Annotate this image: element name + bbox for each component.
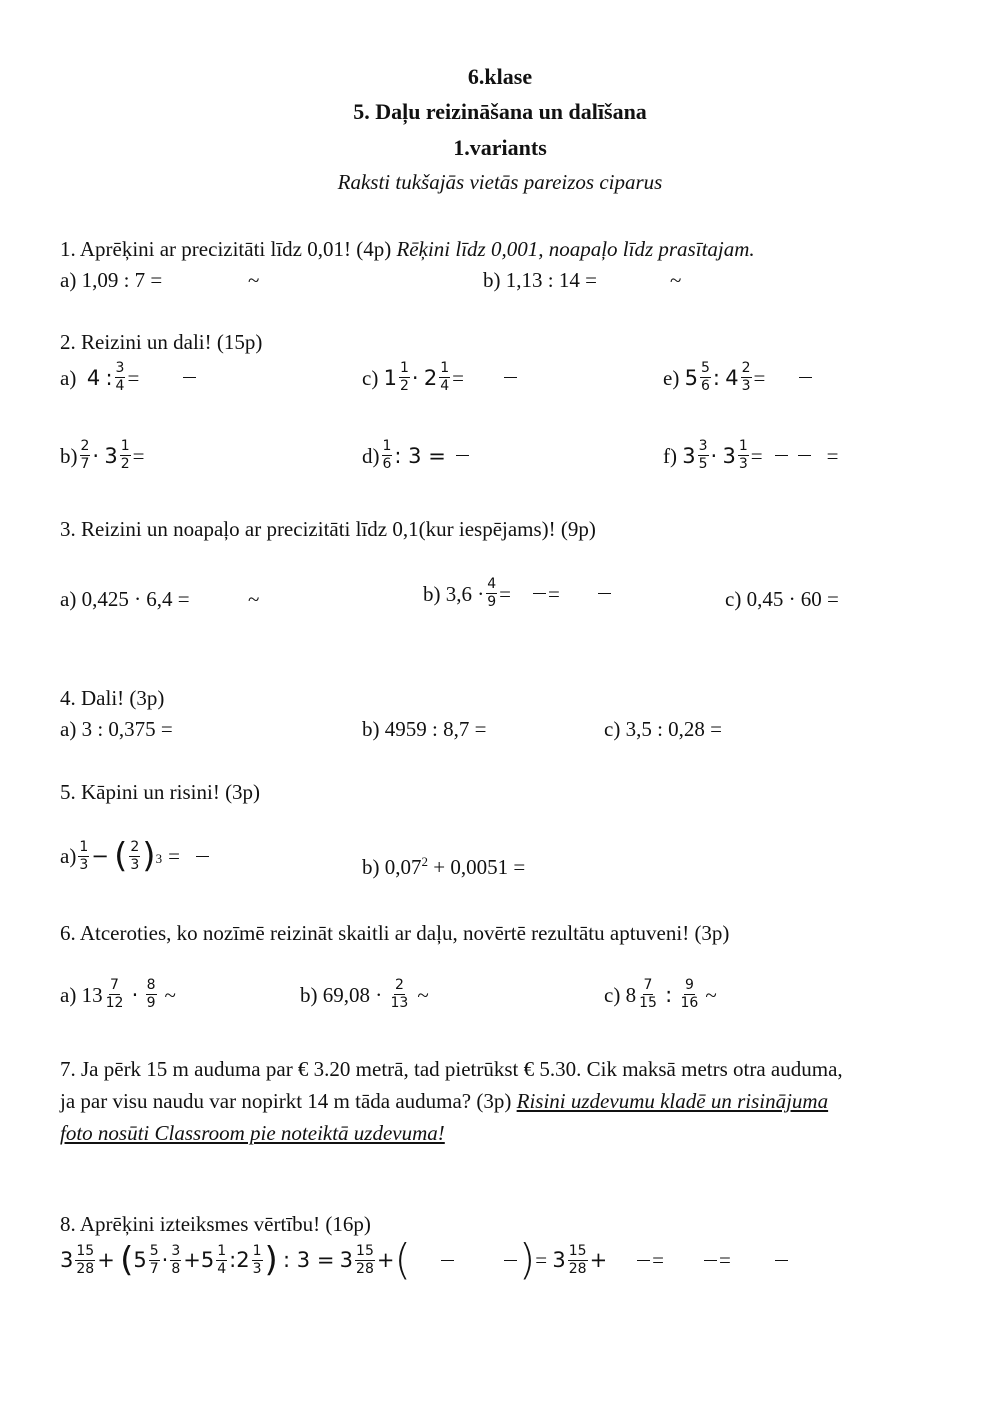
fraction-blank (798, 455, 811, 456)
fraction-blank (504, 377, 517, 378)
task2-d-rest: : 3 = (394, 443, 446, 468)
task4-a: a) 3 : 0,375 = (60, 717, 173, 741)
fraction (638, 977, 658, 1012)
numerator: 2 (394, 977, 404, 993)
task1-b: b) 1,13 : 14 = (483, 268, 597, 292)
whole: 3 (339, 1248, 354, 1272)
instruction: Raksti tukšajās vietās pareizos ciparus (337, 170, 663, 194)
task5-b (362, 849, 525, 880)
fraction (115, 360, 126, 395)
plus: + (183, 1248, 201, 1272)
task4-b: b) 4959 : 8,7 = (362, 717, 487, 741)
task1-b-approx: ~ (670, 268, 682, 292)
denominator: 6 (382, 456, 392, 472)
numerator: 2 (741, 360, 751, 376)
task7-question: ja par visu naudu var nopirkt 14 m tāda auduma? (3p) (60, 1089, 512, 1113)
numerator: 7 (643, 977, 653, 993)
numerator: 3 (171, 1242, 181, 1259)
task2-b-label: b) (60, 443, 78, 468)
task1-title-text: 1. Aprēķini ar precizitāti līdz 0,01! (4p) (60, 237, 392, 261)
task2-a-op: : (105, 365, 113, 390)
task2-a (60, 360, 198, 395)
task3-a-approx: ~ (248, 587, 260, 611)
fraction (741, 360, 752, 395)
variant-heading: 1.variants (453, 135, 547, 160)
task5-a (60, 838, 211, 874)
fraction (399, 360, 410, 395)
fraction (439, 360, 450, 395)
denominator: 4 (440, 378, 450, 394)
numerator: 8 (146, 977, 156, 993)
denominator: 7 (80, 456, 90, 472)
denominator: 3 (741, 378, 751, 394)
task6-a (60, 977, 176, 1012)
task2-c-label: c) (362, 365, 379, 390)
task4-title: 4. Dali! (3p) (60, 686, 165, 710)
numerator: 5 (149, 1242, 159, 1259)
denominator: 3 (79, 856, 89, 873)
numerator: 1 (440, 360, 450, 376)
exponent: 3 (155, 851, 163, 866)
task4-c: c) 3,5 : 0,28 = (604, 717, 722, 741)
numerator: 2 (80, 438, 90, 454)
approx: ~ (164, 982, 176, 1007)
numerator: 15 (356, 1242, 374, 1259)
denominator: 16 (680, 995, 699, 1011)
denominator: 28 (568, 1260, 587, 1277)
task8-div3: : 3 = (283, 1248, 335, 1272)
whole: 1 (383, 365, 397, 390)
task3-title: 3. Reizini un noapaļo ar precizitāti līdz 0,1(kur iespējams)! (9p) (60, 517, 596, 541)
whole: 2 (423, 365, 438, 390)
left-paren-icon: ( (114, 836, 128, 876)
fraction-blank (775, 1260, 788, 1261)
fraction (382, 438, 393, 473)
denominator: 3 (252, 1260, 262, 1277)
fraction (80, 438, 91, 473)
denominator: 4 (217, 1260, 227, 1277)
task1-title (60, 236, 755, 262)
task8-expression (60, 1235, 790, 1284)
approx: ~ (705, 982, 717, 1007)
numerator: 1 (382, 438, 392, 454)
numerator: 15 (568, 1242, 587, 1259)
fraction (568, 1243, 588, 1278)
denominator: 7 (149, 1260, 159, 1277)
equals: = (750, 443, 763, 468)
denominator: 15 (639, 995, 657, 1011)
task2-title: 2. Reizini un dali! (15p) (60, 330, 263, 354)
fraction-blank (704, 1260, 717, 1261)
task1-a-approx: ~ (248, 268, 260, 292)
right-paren-icon: ) (264, 1240, 278, 1280)
fraction (129, 839, 140, 874)
fraction (486, 576, 497, 611)
denominator: 2 (120, 456, 130, 472)
numerator: 1 (120, 438, 130, 454)
task7-note: Risini uzdevumu kladē un risinājuma (516, 1089, 829, 1113)
task3-c: c) 0,45 · 60 = (725, 587, 839, 611)
fraction-blank (637, 1260, 650, 1261)
equals: = (548, 581, 560, 606)
whole: 5 (133, 1248, 147, 1272)
whole: 3 (104, 443, 118, 468)
plus: + (97, 1248, 115, 1272)
operator: · (161, 1248, 169, 1272)
whole: 3 (552, 1248, 566, 1272)
numerator: 1 (79, 838, 89, 855)
task2-a-label: a) (60, 365, 77, 390)
fraction (105, 977, 125, 1012)
fraction-blank (799, 377, 812, 378)
fraction (146, 977, 157, 1012)
task2-d-label: d) (362, 443, 380, 468)
plus: + (589, 1248, 608, 1272)
numerator: 1 (252, 1242, 262, 1259)
task6-c-label: c) 8 (604, 982, 637, 1007)
numerator: 7 (110, 977, 119, 993)
task6-b-label: b) 69,08 · (300, 982, 383, 1007)
task2-b (60, 438, 145, 473)
equals: = (168, 844, 180, 868)
task5-b-base: b) 0,07 (362, 855, 422, 879)
fraction-blank (183, 377, 196, 378)
numerator: 3 (115, 360, 125, 376)
operator: : (229, 1248, 237, 1272)
fraction (120, 438, 131, 473)
equals: = (127, 365, 140, 390)
denominator: 6 (700, 378, 710, 394)
numerator: 1 (738, 438, 748, 454)
fraction-blank (533, 593, 546, 594)
approx: ~ (417, 982, 429, 1007)
fraction (700, 360, 711, 395)
operator: · (92, 443, 100, 468)
numerator: 3 (698, 438, 708, 454)
numerator: 1 (217, 1242, 227, 1259)
equals: = (499, 581, 512, 606)
fraction (390, 977, 410, 1012)
task6-a-label: a) 13 (60, 982, 103, 1007)
denominator: 5 (698, 456, 708, 472)
task2-e (663, 360, 814, 395)
task3-b (423, 576, 613, 611)
fraction-blank (598, 593, 611, 594)
exponent: 2 (421, 854, 428, 869)
equals: = (452, 365, 464, 390)
denominator: 13 (390, 995, 409, 1011)
task6-title: 6. Atceroties, ko nozīmē reizināt skaitli ar daļu, novērtē rezultātu aptuveni! (3p) (60, 921, 730, 945)
operator: · (710, 443, 718, 468)
operator: · (411, 365, 419, 390)
fraction (170, 1243, 181, 1278)
equals: = (535, 1248, 548, 1272)
whole: 4 (725, 365, 739, 390)
topic-heading: 5. Daļu reizināšana un dalīšana (353, 99, 647, 124)
task2-d (362, 438, 471, 473)
fraction-blank (775, 455, 788, 456)
fraction (698, 438, 709, 473)
numerator: 2 (130, 838, 140, 855)
fraction (679, 977, 699, 1012)
fraction-blank (196, 856, 209, 857)
task3-b-pre: b) 3,6 · (423, 581, 485, 606)
equals: = (753, 365, 766, 390)
fraction (216, 1243, 227, 1278)
numerator: 1 (399, 360, 409, 376)
task7-note-line2: foto nosūti Classroom pie noteiktā uzdevuma! (60, 1121, 445, 1145)
equals: = (719, 1248, 731, 1272)
operator: : (665, 982, 673, 1007)
task1-a: a) 1,09 : 7 = (60, 268, 163, 292)
fraction (75, 1243, 95, 1278)
equals: = (826, 443, 839, 468)
whole: 3 (722, 443, 736, 468)
task2-e-label: e) (663, 365, 680, 390)
denominator: 4 (115, 378, 125, 394)
numerator: 9 (684, 977, 694, 993)
task2-a-whole: 4 (86, 365, 101, 390)
fraction-blank (504, 1260, 517, 1261)
plus: + (376, 1248, 395, 1272)
numerator: 5 (700, 360, 710, 376)
left-paren-icon: ( (120, 1240, 134, 1280)
whole: 3 (60, 1248, 74, 1272)
task8-title: 8. Aprēķini izteiksmes vērtību! (16p) (60, 1212, 371, 1236)
task5-title: 5. Kāpini un risini! (3p) (60, 780, 261, 804)
fraction-blank (441, 1260, 454, 1261)
equals: = (652, 1248, 665, 1272)
whole: 3 (682, 443, 696, 468)
task3-a: a) 0,425 · 6,4 = (60, 587, 190, 611)
task2-f-label: f) (663, 443, 677, 468)
right-paren-icon: ) (142, 836, 156, 876)
task6-c (604, 977, 717, 1012)
fraction (78, 839, 89, 874)
whole: 5 (684, 365, 698, 390)
minus: − (91, 844, 109, 868)
task2-f (663, 438, 838, 473)
numerator: 15 (76, 1242, 95, 1259)
task1-hint: Rēķini līdz 0,001, noapaļo līdz prasītajam. (396, 237, 755, 261)
left-paren-icon: ( (394, 1235, 411, 1284)
grade-heading: 6.klase (467, 64, 533, 89)
operator: : (712, 365, 720, 390)
fraction (738, 438, 749, 473)
task5-a-label: a) (60, 844, 77, 868)
task6-b (300, 977, 429, 1012)
denominator: 12 (105, 995, 124, 1011)
task5-b-rest: + 0,0051 = (428, 855, 526, 879)
denominator: 28 (76, 1260, 95, 1277)
denominator: 28 (356, 1260, 374, 1277)
denominator: 8 (171, 1260, 181, 1277)
right-paren-icon: ) (518, 1235, 536, 1284)
denominator: 3 (738, 456, 748, 472)
whole: 5 (200, 1248, 215, 1272)
numerator: 4 (487, 576, 497, 592)
denominator: 9 (146, 995, 156, 1011)
equals: = (132, 443, 145, 468)
denominator: 9 (487, 594, 497, 610)
task2-c (362, 360, 519, 395)
fraction (149, 1243, 160, 1278)
fraction-blank (456, 455, 469, 456)
operator: · (131, 982, 139, 1007)
fraction (355, 1243, 375, 1278)
whole: 2 (236, 1248, 250, 1272)
denominator: 2 (399, 378, 409, 394)
denominator: 3 (130, 856, 140, 873)
task7-line1: 7. Ja pērk 15 m auduma par € 3.20 metrā, tad pietrūkst € 5.30. Cik maksā metrs otra auduma, (60, 1057, 843, 1081)
task7-line2 (60, 1088, 828, 1114)
fraction (252, 1243, 263, 1278)
